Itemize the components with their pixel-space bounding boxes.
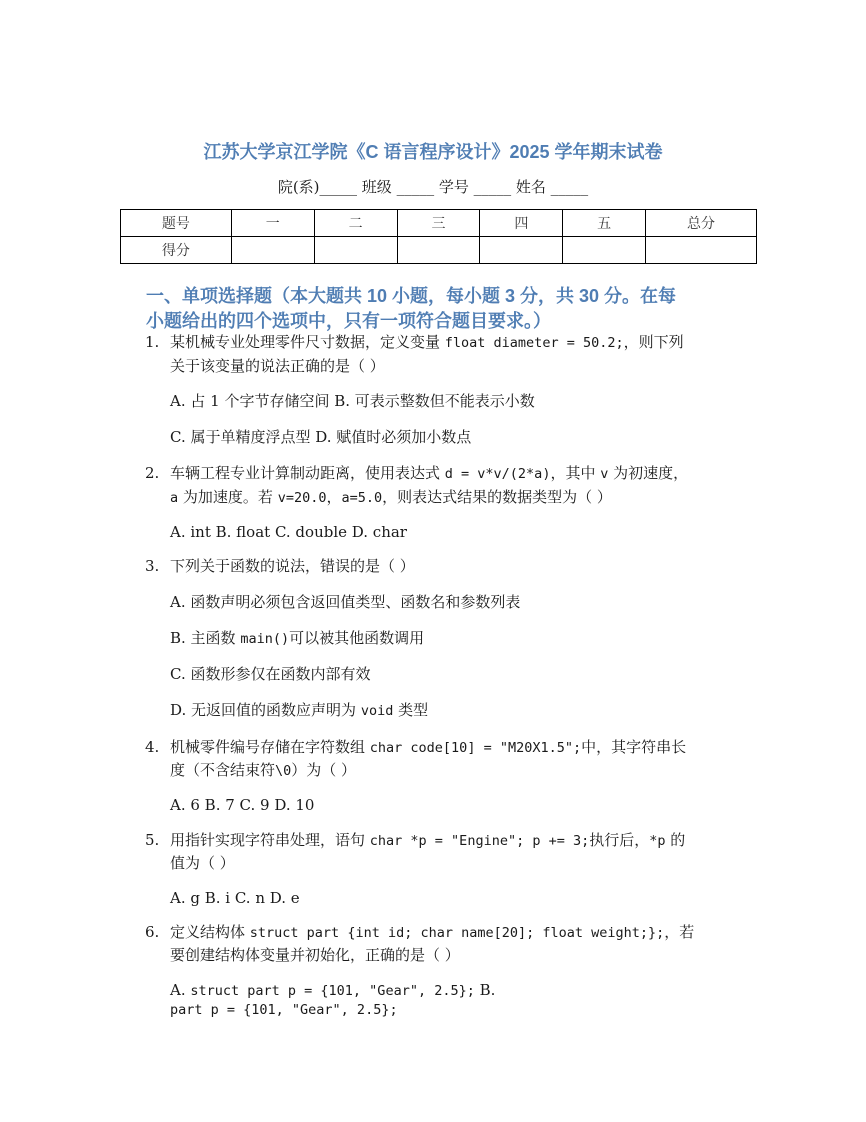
text-segment: 的 (665, 831, 686, 849)
text-segment: 关于该变量的说法正确的是（ ） (170, 357, 385, 375)
code-snippet: float diameter = 50.2; (444, 335, 624, 351)
question-options (170, 664, 370, 684)
code-snippet: main() (240, 631, 290, 647)
question-number: 1. (145, 333, 160, 351)
question-options (170, 888, 300, 908)
code-snippet: a (170, 490, 179, 506)
code-snippet: d = v*v/(2*a) (444, 466, 551, 482)
text-segment: A. g B. i C. n D. e (170, 889, 300, 907)
text-segment: B. 主函数 (170, 629, 241, 647)
text-segment: 定义结构体 (170, 923, 250, 941)
header-cell: 一 (231, 210, 314, 237)
text-segment: 类型 (393, 701, 429, 719)
text-segment: 某机械专业处理零件尺寸数据，定义变量 (170, 333, 445, 351)
score-table-score-row (121, 237, 757, 264)
text-segment: 用指针实现字符串处理，语句 (170, 831, 370, 849)
exam-title: 江苏大学京江学院《C 语言程序设计》2025 学年期末试卷 (203, 142, 663, 162)
question-number: 2. (145, 464, 160, 482)
question-options (170, 795, 314, 815)
text-segment: C. 函数形参仅在函数内部有效 (170, 665, 371, 683)
question-text (170, 356, 385, 376)
code-snippet: void (360, 703, 394, 719)
code-snippet: v=20.0 (277, 490, 327, 506)
header-cell: 五 (563, 210, 646, 237)
question-number: 4. (145, 738, 160, 756)
score-cell (480, 237, 563, 264)
text-segment: ，则表达式结果的数据类型为（ ） (382, 488, 612, 506)
section-heading-line2: 小题给出的四个选项中，只有一项符合题目要求。） (146, 311, 551, 331)
text-segment: A. 函数声明必须包含返回值类型、函数名和参数列表 (170, 593, 521, 611)
text-segment: A. 6 B. 7 C. 9 D. 10 (170, 796, 315, 814)
question-text (170, 737, 686, 758)
question-text (170, 760, 356, 781)
question-text (170, 332, 684, 353)
score-cell (397, 237, 480, 264)
text-segment: 为初速度， (608, 464, 689, 482)
text-segment: 下列关于函数的说法，错误的是（ ） (170, 557, 415, 575)
code-snippet: *p (649, 833, 666, 849)
code-snippet: struct part p = {101, "Gear", 2.5}; (190, 983, 475, 999)
score-table (120, 209, 757, 264)
text-segment: 机械零件编号存储在字符数组 (170, 738, 370, 756)
question-text (170, 945, 460, 965)
question-options (170, 592, 520, 612)
text-segment: B. (474, 981, 496, 999)
question-text (170, 463, 688, 484)
text-segment: 可以被其他函数调用 (289, 629, 425, 647)
question-number: 6. (145, 923, 160, 941)
text-segment: 值为（ ） (170, 854, 235, 872)
code-snippet: \0 (275, 763, 292, 779)
question-text (170, 487, 612, 508)
text-segment: ，其中 (550, 464, 601, 482)
question-options (170, 999, 398, 1020)
text-segment: 车辆工程专业计算制动距离，使用表达式 (170, 464, 445, 482)
question-options (170, 522, 407, 542)
question-options (170, 980, 495, 1001)
header-cell: 四 (480, 210, 563, 237)
text-segment: A. 占 1 个字节存储空间 B. 可表示整数但不能表示小数 (170, 392, 535, 410)
text-segment: ， (326, 488, 342, 506)
question-number: 3. (145, 557, 160, 575)
code-snippet: a=5.0 (341, 490, 383, 506)
score-cell (563, 237, 646, 264)
text-segment: ，若 (664, 923, 695, 941)
question-options (170, 391, 535, 411)
question-options (170, 700, 428, 721)
question-options (170, 628, 424, 649)
header-cell: 总分 (646, 210, 757, 237)
text-segment: 中，其字符串长 (581, 738, 687, 756)
text-segment: ，则下列 (623, 333, 684, 351)
score-cell (314, 237, 397, 264)
text-segment: 度（不含结束符 (170, 761, 276, 779)
header-cell: 三 (397, 210, 480, 237)
text-segment: C. 属于单精度浮点型 D. 赋值时必须加小数点 (170, 428, 472, 446)
score-cell (646, 237, 757, 264)
text-segment: 执行后， (589, 831, 650, 849)
text-segment: A. int B. float C. double D. char (170, 523, 407, 541)
question-text (170, 922, 694, 943)
text-segment: ）为（ ） (291, 761, 357, 779)
score-table-header-row (121, 210, 757, 237)
code-snippet: part p = {101, "Gear", 2.5}; (170, 1002, 398, 1018)
question-text (170, 853, 235, 873)
header-cell: 题号 (121, 210, 232, 237)
question-text (170, 830, 685, 851)
student-info-line: 院(系)_____ 班级 _____ 学号 _____ 姓名 _____ (277, 178, 589, 196)
question-text (170, 556, 415, 576)
text-segment: D. 无返回值的函数应声明为 (170, 701, 361, 719)
score-cell (231, 237, 314, 264)
question-options (170, 427, 471, 447)
code-snippet: char *p = "Engine"; p += 3; (369, 833, 590, 849)
section-heading-line1: 一、单项选择题（本大题共 10 小题，每小题 3 分，共 30 分。在每 (146, 286, 677, 306)
question-number: 5. (145, 831, 160, 849)
code-snippet: struct part {int id; char name[20]; float weight;}; (249, 925, 665, 941)
header-cell: 二 (314, 210, 397, 237)
row-label: 得分 (121, 237, 232, 264)
code-snippet: char code[10] = "M20X1.5"; (369, 740, 582, 756)
text-segment: 为加速度。若 (178, 488, 278, 506)
text-segment: 要创建结构体变量并初始化，正确的是（ ） (170, 946, 460, 964)
text-segment: A. (170, 981, 191, 999)
code-snippet: v (600, 466, 609, 482)
